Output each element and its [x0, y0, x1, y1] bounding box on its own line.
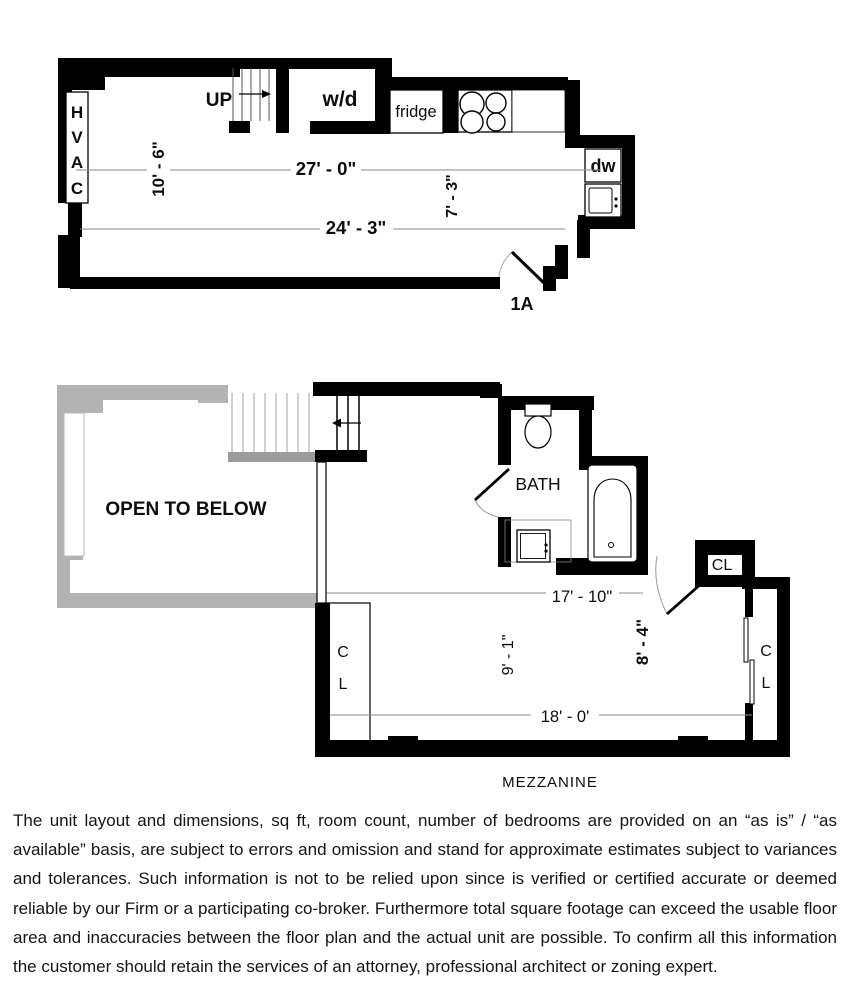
disclaimer-text: The unit layout and dimensions, sq ft, room count, number of bedrooms are provided on an “as is” / “as available” basis, are subject to errors and omission and stand for approximate estimates subject to variances and tolerances. Such information is not to be relied upon since is verified or certified accurate or deemed reliable by our Firm or a participating co-broker. Furthermore total square footage can exceed the usable floor area and inaccuracies between the floor plan and the actual unit are possible. To confirm all this information the customer should retain the services of an attorney, professional architect or zoning expert. — [13, 811, 837, 977]
fridge-label: fridge — [395, 103, 437, 121]
bath-label: BATH — [515, 474, 561, 494]
closet-left-label — [337, 644, 349, 693]
hvac-letter: H — [70, 103, 84, 122]
kitchen-sink — [585, 184, 621, 217]
hvac-letter: V — [71, 128, 83, 147]
stairs-up-arrow — [239, 90, 271, 98]
toilet — [525, 404, 551, 448]
up-label: UP — [205, 90, 233, 111]
open-below-walls — [57, 385, 318, 608]
closet-top-label: CL — [711, 557, 733, 574]
closet-right-label — [760, 643, 772, 692]
bath-door — [475, 469, 509, 517]
stair-rail — [317, 462, 326, 603]
stairs-down — [228, 393, 367, 462]
washer-dryer-label: w/d — [322, 88, 358, 111]
dim-17-10: 17' - 10" — [551, 588, 613, 606]
kitchen-counter — [512, 90, 565, 132]
dim-8-4: 8' - 4" — [633, 618, 652, 666]
door-1a-label: 1A — [510, 294, 534, 314]
closet-letter: L — [338, 676, 348, 693]
dishwasher-label: dw — [590, 156, 616, 176]
dim-7-3: 7' - 3" — [444, 174, 461, 218]
dim-18-0: 18' - 0' — [540, 708, 590, 726]
open-below-ghost-wall — [64, 413, 84, 556]
mezzanine-plan — [57, 382, 790, 791]
hvac-letter: A — [70, 153, 84, 172]
dim-24-3: 24' - 3" — [325, 217, 387, 238]
hvac-letter: C — [70, 179, 84, 198]
door-1a — [499, 252, 544, 283]
dim-9-1: 9' - 1" — [500, 634, 517, 676]
mezzanine-title: MEZZANINE — [502, 774, 598, 791]
dim-10-6: 10' - 6" — [149, 141, 168, 197]
mezzanine-dimension-lines — [327, 593, 752, 715]
open-to-below-label: OPEN TO BELOW — [105, 499, 267, 520]
first-floor-plan — [58, 58, 635, 314]
closet-letter: C — [760, 643, 772, 660]
closet-letter: C — [337, 644, 349, 661]
closet-left-box — [327, 603, 370, 747]
closet-sliding-doors — [744, 618, 754, 704]
bathroom-sink — [505, 520, 571, 562]
dim-27-0: 27' - 0" — [295, 158, 357, 179]
closet-letter: L — [761, 675, 771, 692]
bathtub — [588, 465, 637, 562]
